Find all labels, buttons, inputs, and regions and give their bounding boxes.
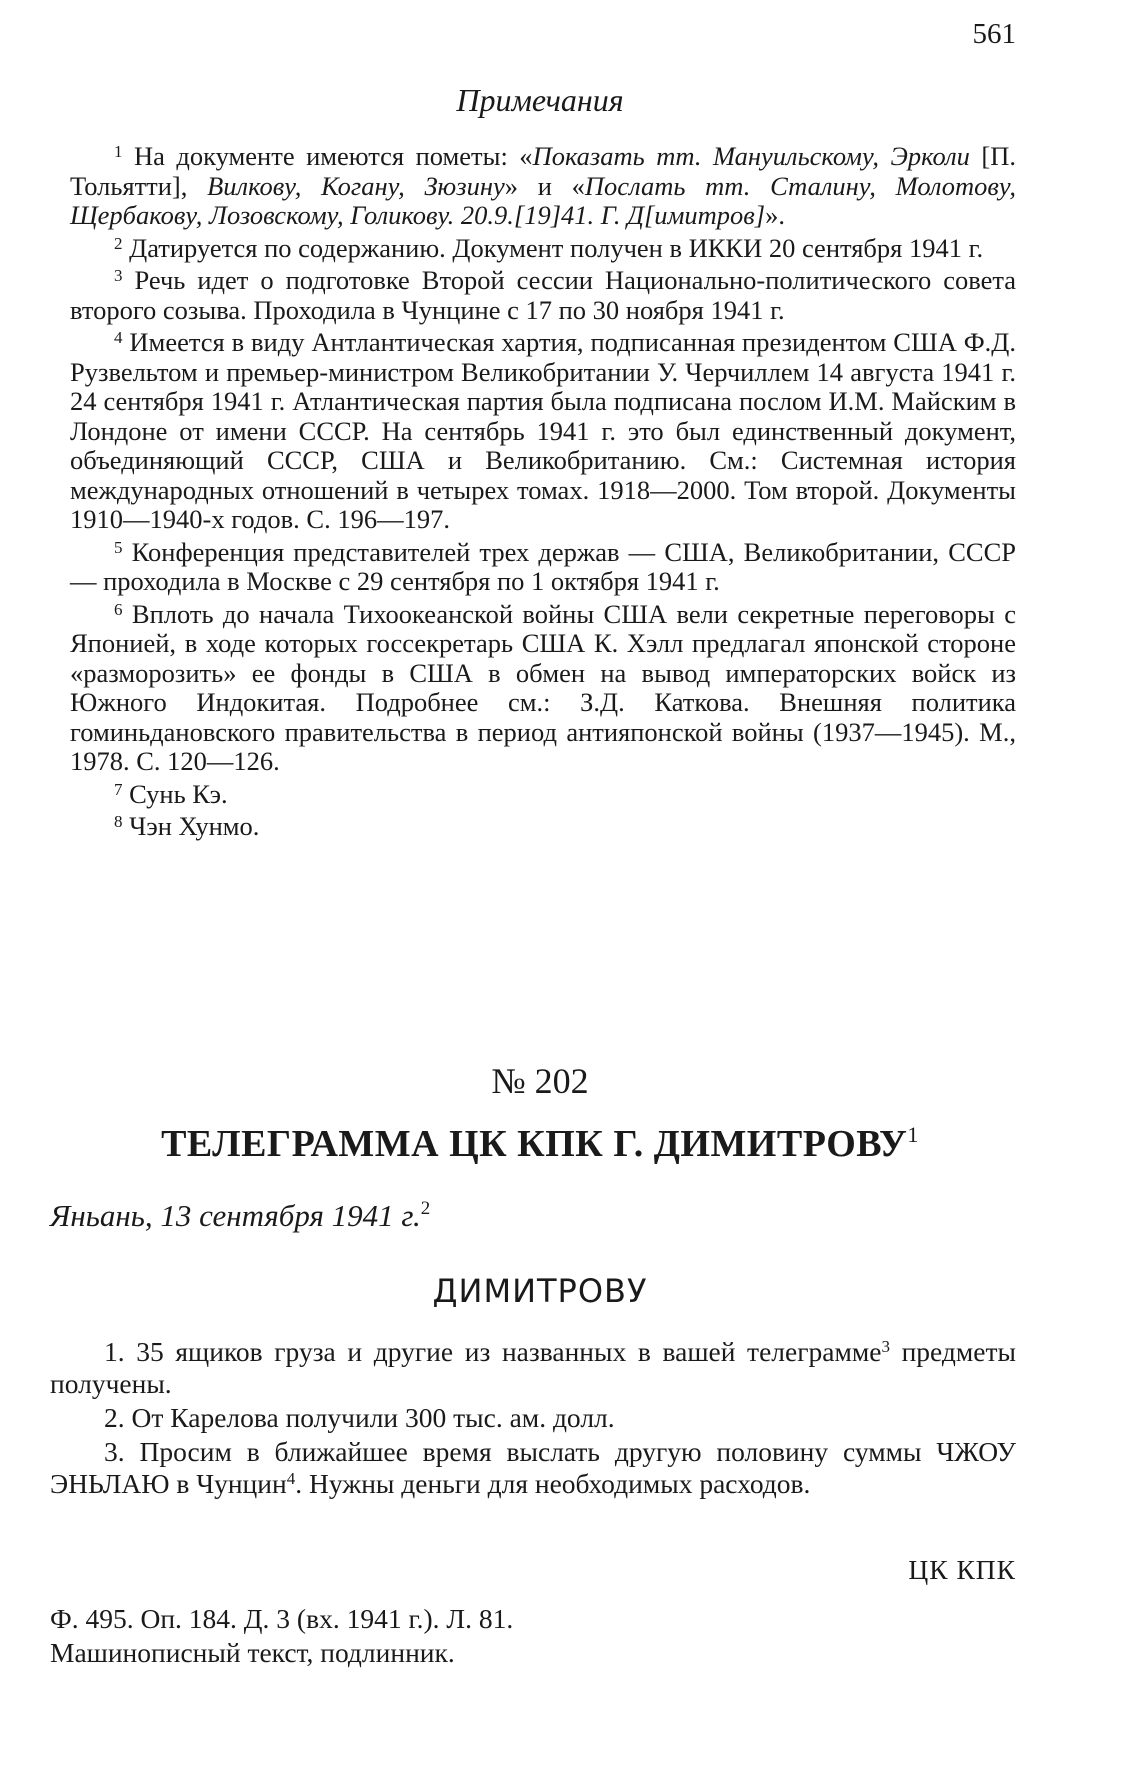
signature: ЦК КПК [908, 1554, 1016, 1585]
footnote-ref: 3 [881, 1337, 890, 1356]
notes-title: Примечания [456, 82, 624, 118]
dateline: Яньань, 13 сентября 1941 г.$^2$ [50, 1198, 431, 1233]
paragraph-1: 1. 35 ящиков груза и другие из названных в вашей телеграмме$^3$ предметы получены. [50, 1336, 1016, 1399]
telegram-body [50, 1336, 1016, 1502]
archive-reference [50, 1602, 513, 1670]
note-4: $^4$ Имеется в виду Антлантическая хартия, подписанная президентом США Ф.Д. Рузвельтом и премьер-министром Великобритании У. Черчиллем 14 августа 1941 г. 24 сентября 1941 г. Атлантическая партия была подписана послом И.М. Майским в Лондоне от имени СССР. На сентябрь 1941 г. это был единственный документ, объединяющий СССР, США и Великобританию. См.: Системная история международных отношений в четырех томах. 1918—2000. Том второй. Документы 1910—1940-х годов. С. 196—197. [70, 327, 1017, 534]
note-number: 3 [114, 266, 123, 285]
footnote-ref: 1 [907, 1122, 919, 1147]
note-7: $^7$ Сунь Кэ. [114, 778, 228, 809]
document-number: № 202 [491, 1061, 589, 1101]
note-3: $^3$ Речь идет о подготовке Второй сессии Национально-политического совета второго созыва. Проходила в Чунцине с 17 по 30 ноября 1941 г. [70, 265, 1016, 325]
note-number: 8 [114, 812, 123, 831]
paragraph-3: 3. Просим в ближайшее время выслать другую половину суммы ЧЖОУ ЭНЬЛАЮ в Чунцин$^4$. Нужны деньги для необходимых расходов. [50, 1436, 1016, 1499]
notes-list [70, 142, 1016, 845]
note-number: 5 [114, 537, 123, 557]
addressee: ДИМИТРОВУ [432, 1272, 648, 1310]
note-number: 6 [114, 599, 123, 619]
note-number: 2 [114, 233, 123, 253]
note-number: 7 [114, 779, 123, 799]
note-1: $^1$ На документе имеются пометы: «Показать тт. Мануильскому, Эрколи [П. Тольятти], Вилкову, Когану, Зюзину» и «Послать тт. Сталину, Молотову, Щербакову, Лозовскому, Голикову. 20.9.[19]41. Г. Д[имитров]». [70, 141, 1017, 230]
archive-line: Машинописный текст, подлинник. [50, 1637, 455, 1668]
note-6: $^6$ Вплоть до начала Тихоокеанской войны США вели секретные переговоры с Японией, в ходе которых госсекретарь США К. Хэлл предлагал японской стороне «разморозить» ее фонды в США в обмен на вывод императорских войск из Южного Индокитая. Подробнее см.: З.Д. Каткова. Внешняя политика гоминьдановского правительства в период антияпонской войны (1937—1945). М., 1978. С. 120—126. [70, 598, 1017, 776]
note-number: 1 [114, 142, 123, 161]
document-title: ТЕЛЕГРАММА ЦК КПК Г. ДИМИТРОВУ$^1$ [161, 1122, 919, 1165]
note-2: $^2$ Датируется по содержанию. Документ получен в ИККИ 20 сентября 1941 г. [114, 232, 984, 263]
note-8: $^8$ Чэн Хунмо. [114, 811, 260, 841]
page-number: 561 [972, 18, 1016, 50]
footnote-ref: 2 [420, 1198, 431, 1219]
archive-line: Ф. 495. Оп. 184. Д. 3 (вх. 1941 г.). Л. 81. [50, 1603, 514, 1634]
note-number: 4 [114, 328, 123, 347]
footnote-ref: 4 [286, 1469, 296, 1488]
note-5: $^5$ Конференция представителей трех держав — США, Великобритании, СССР — проходила в Москве с 29 сентября по 1 октября 1941 г. [70, 536, 1016, 596]
paragraph-2: 2. От Карелова получили 300 тыс. ам. долл. [104, 1402, 615, 1433]
